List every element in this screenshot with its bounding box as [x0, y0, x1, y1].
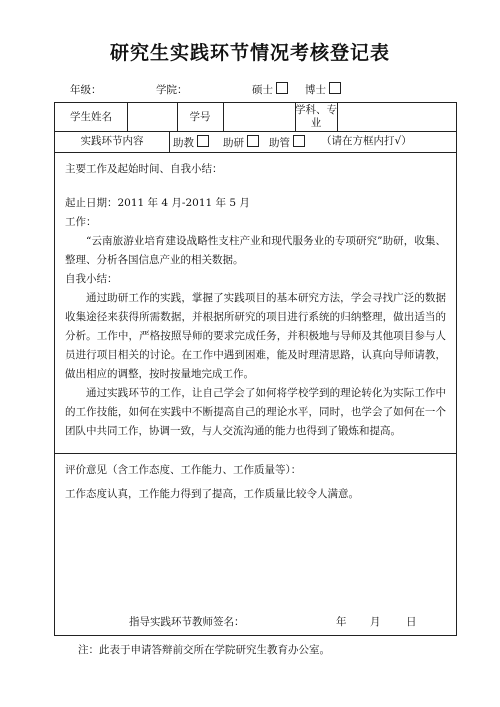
evaluation-text: 工作态度认真，工作能力得到了提高，工作质量比较令人满意。: [65, 488, 359, 500]
row-divider: [55, 453, 456, 454]
self-summary-paragraph-1: 通过助研工作的实践，掌握了实践项目的基本研究方法，学会寻找广泛的数据收集途径来获得所需数据，并根据所研究的项目进行系统的归纳整理，做出适当的分析。工作中，严格按照导师的要求完成任务，并积极地与导师及其他项目参与人员进行项目相关的讨论。在工作中遇到困难，能及时理清思路，认真向导师请教，做出相应的调整，按时按量地完成工作。: [65, 292, 446, 380]
student-name-field[interactable]: [128, 105, 177, 129]
master-checkbox[interactable]: [276, 82, 288, 94]
page-title: 研究生实践环节情况考核登记表: [109, 42, 390, 64]
master-option: [252, 82, 288, 98]
doctor-checkbox[interactable]: [329, 82, 341, 94]
option-assistant-management: [269, 135, 305, 150]
student-id-field[interactable]: [224, 105, 295, 129]
discipline-field[interactable]: [338, 105, 456, 129]
row-divider: [55, 131, 456, 132]
discipline-label: [295, 104, 337, 130]
checkbox-instruction: （请在方框内打√）: [321, 135, 412, 147]
doctor-label: 博士: [305, 84, 326, 96]
work-label: 工作：: [65, 216, 97, 228]
col-divider: [169, 131, 170, 152]
doctor-option: [305, 82, 341, 98]
summary-heading: 主要工作及起始时间、自我小结：: [65, 163, 223, 175]
discipline-label-line1: 学科、专: [295, 104, 337, 116]
option-assistant-research-checkbox[interactable]: [247, 135, 259, 147]
date-year-label: 年: [336, 616, 347, 628]
grade-label: 年级：: [70, 84, 102, 96]
option-assistant-teaching-label: 助教: [173, 137, 194, 149]
option-assistant-teaching: [173, 135, 209, 150]
option-assistant-research-label: 助研: [223, 137, 244, 149]
master-label: 硕士: [252, 84, 273, 96]
footer-note: 注：此表于申请答辩前交所在学院研究生教育办公室。: [78, 644, 330, 656]
registration-table: [54, 102, 457, 636]
work-period: 起止日期：2011 年 4 月-2011 年 5 月: [65, 197, 250, 209]
signature-field[interactable]: [245, 613, 325, 629]
date-month-label: 月: [370, 616, 381, 628]
option-assistant-management-label: 助管: [269, 137, 290, 149]
student-id-label: 学号: [189, 111, 211, 123]
option-assistant-research: [223, 135, 259, 150]
work-description: “云南旅游业培育建设战略性支柱产业和现代服务业的专项研究”助研，收集、整理、分析各国信息产业的相关数据。: [65, 235, 446, 266]
row-divider: [55, 152, 456, 153]
college-label: 学院：: [156, 84, 188, 96]
option-assistant-management-checkbox[interactable]: [293, 135, 305, 147]
option-assistant-teaching-checkbox[interactable]: [197, 135, 209, 147]
date-day-label: 日: [406, 616, 417, 628]
student-name-label: 学生姓名: [70, 111, 112, 123]
signature-label: 指导实践环节教师签名：: [129, 616, 245, 628]
evaluation-heading: 评价意见（含工作态度、工作能力、工作质量等）：: [65, 464, 302, 476]
discipline-label-line2: 业: [310, 117, 322, 129]
content-label: 实践环节内容: [80, 135, 144, 147]
self-summary-paragraph-2: 通过实践环节的工作，让自己学会了如何将学校学到的理论转化为实际工作中的工作技能，如何在实践中不断提高自己的理论水平，同时，也学会了如何在一个团队中共同工作，协调一致，与人交流沟通的能力也得到了锻炼和提高。: [65, 387, 446, 437]
self-summary-label: 自我小结：: [65, 273, 118, 285]
